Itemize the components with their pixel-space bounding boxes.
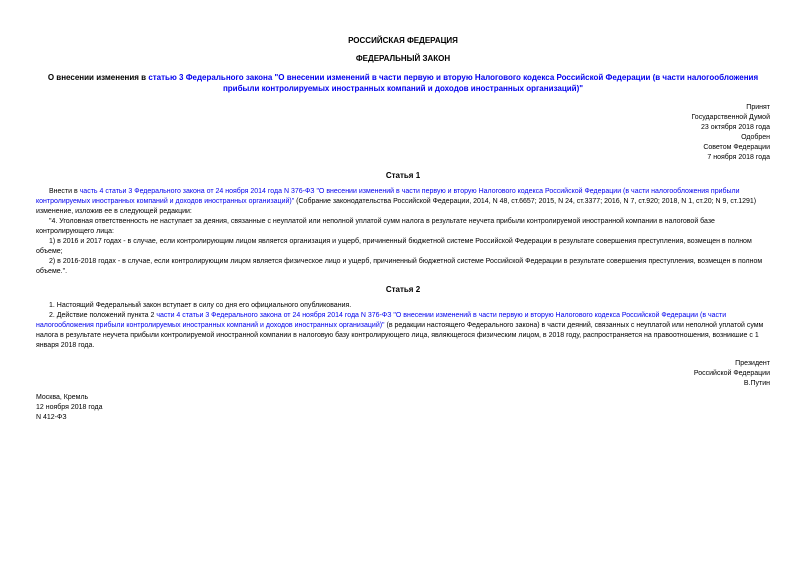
article-2-paragraph: 1. Настоящий Федеральный закон вступает в силу со дня его официального опубликования. bbox=[49, 302, 352, 309]
article-1-paragraph: 2) в 2016-2018 годах - в случае, если контролирующим лицом является физическое лицо и ущерб, причиненный бюджетной системе Российской Федерации в результате совершения преступления, возмещен в полном объеме.". bbox=[36, 258, 763, 275]
article-1-paragraph: 1) в 2016 и 2017 годах - в случае, если контролирующим лицом является организация и ущерб, причиненный бюджетной системе Российской Федерации в результате совершения преступления, возмещен в полном объеме; bbox=[36, 238, 752, 255]
adoption-line: Государственной Думой bbox=[691, 114, 770, 121]
article-1-paragraph bbox=[36, 187, 770, 217]
adoption-line: 7 ноября 2018 года bbox=[707, 154, 770, 161]
adoption-line: Принят bbox=[746, 104, 770, 111]
signature-line: Президент bbox=[735, 360, 770, 367]
footer-block bbox=[36, 393, 770, 423]
subject-prefix: О внесении изменения в bbox=[47, 73, 149, 82]
adoption-line: 23 октября 2018 года bbox=[701, 124, 770, 131]
paragraph-suffix: (в редакции настоящего Федерального закона) в части деяний, связанных с неуплатой или неполной уплатой сумм налога в результате неучета прибыли контролируемой иностранной компании в налоговую базу контролирующего лица, являющегося физическим лицом, в 2018 году, распространяется на правоотношения, возникшие с 1 января 2018 года. bbox=[36, 322, 764, 349]
law-reference-link[interactable]: части 4 статьи 3 Федерального закона от 24 ноября 2014 года N 376-ФЗ "О внесении изменений в части первую и вторую Налогового кодекса Российской Федерации (в части налогообложения прибыли контролируемых иностранных компаний и доходов иностранных организаций)" bbox=[36, 312, 727, 329]
law-number: N 412-ФЗ bbox=[36, 414, 67, 421]
article-1-title: Статья 1 bbox=[385, 171, 421, 180]
article-2-paragraph bbox=[36, 311, 770, 351]
subject-link[interactable]: статью 3 Федерального закона "О внесении изменений в части первую и вторую Налогового кодекса Российской Федерации (в части налогообложения прибыли контролируемых иностранных компаний и доходов иностранных организаций)" bbox=[148, 73, 759, 93]
adoption-block bbox=[36, 103, 770, 163]
signature-line: В.Путин bbox=[743, 380, 770, 387]
signature-block bbox=[36, 359, 770, 389]
law-subject bbox=[36, 72, 770, 94]
law-reference-link[interactable]: часть 4 статьи 3 Федерального закона от 24 ноября 2014 года N 376-ФЗ "О внесении изменений в части первую и вторую Налогового кодекса Российской Федерации (в части налогообложения прибыли контролируемых иностранных компаний и доходов иностранных организаций)" bbox=[36, 188, 740, 205]
country-heading: РОССИЙСКАЯ ФЕДЕРАЦИЯ bbox=[348, 36, 458, 45]
signature-line: Российской Федерации bbox=[693, 370, 770, 377]
article-2-title: Статья 2 bbox=[385, 285, 421, 294]
article-1-paragraph: "4. Уголовная ответственность не наступает за деяния, связанные с неуплатой или неполной уплатой сумм налога в результате неучета прибыли контролируемой иностранной компании в налоговой базе контролирующего лица: bbox=[36, 218, 715, 235]
paragraph-suffix: (Собрание законодательства Российской Федерации, 2014, N 48, ст.6657; 2015, N 24, ст.3377; 2016, N 7, ст.920; 2018, N 1, ст.20; N 9, ст.1291) изменение, изложив ее в следующей редакции: bbox=[36, 198, 757, 215]
signing-place: Москва, Кремль bbox=[36, 394, 89, 401]
document-page bbox=[36, 36, 770, 423]
signing-date: 12 ноября 2018 года bbox=[36, 404, 103, 411]
adoption-line: Одобрен bbox=[741, 134, 770, 141]
adoption-line: Советом Федерации bbox=[703, 144, 770, 151]
paragraph-prefix: 2. Действие положений пункта 2 bbox=[49, 312, 157, 319]
paragraph-prefix: Внести в bbox=[49, 188, 80, 195]
doc-type-heading: ФЕДЕРАЛЬНЫЙ ЗАКОН bbox=[355, 54, 451, 63]
